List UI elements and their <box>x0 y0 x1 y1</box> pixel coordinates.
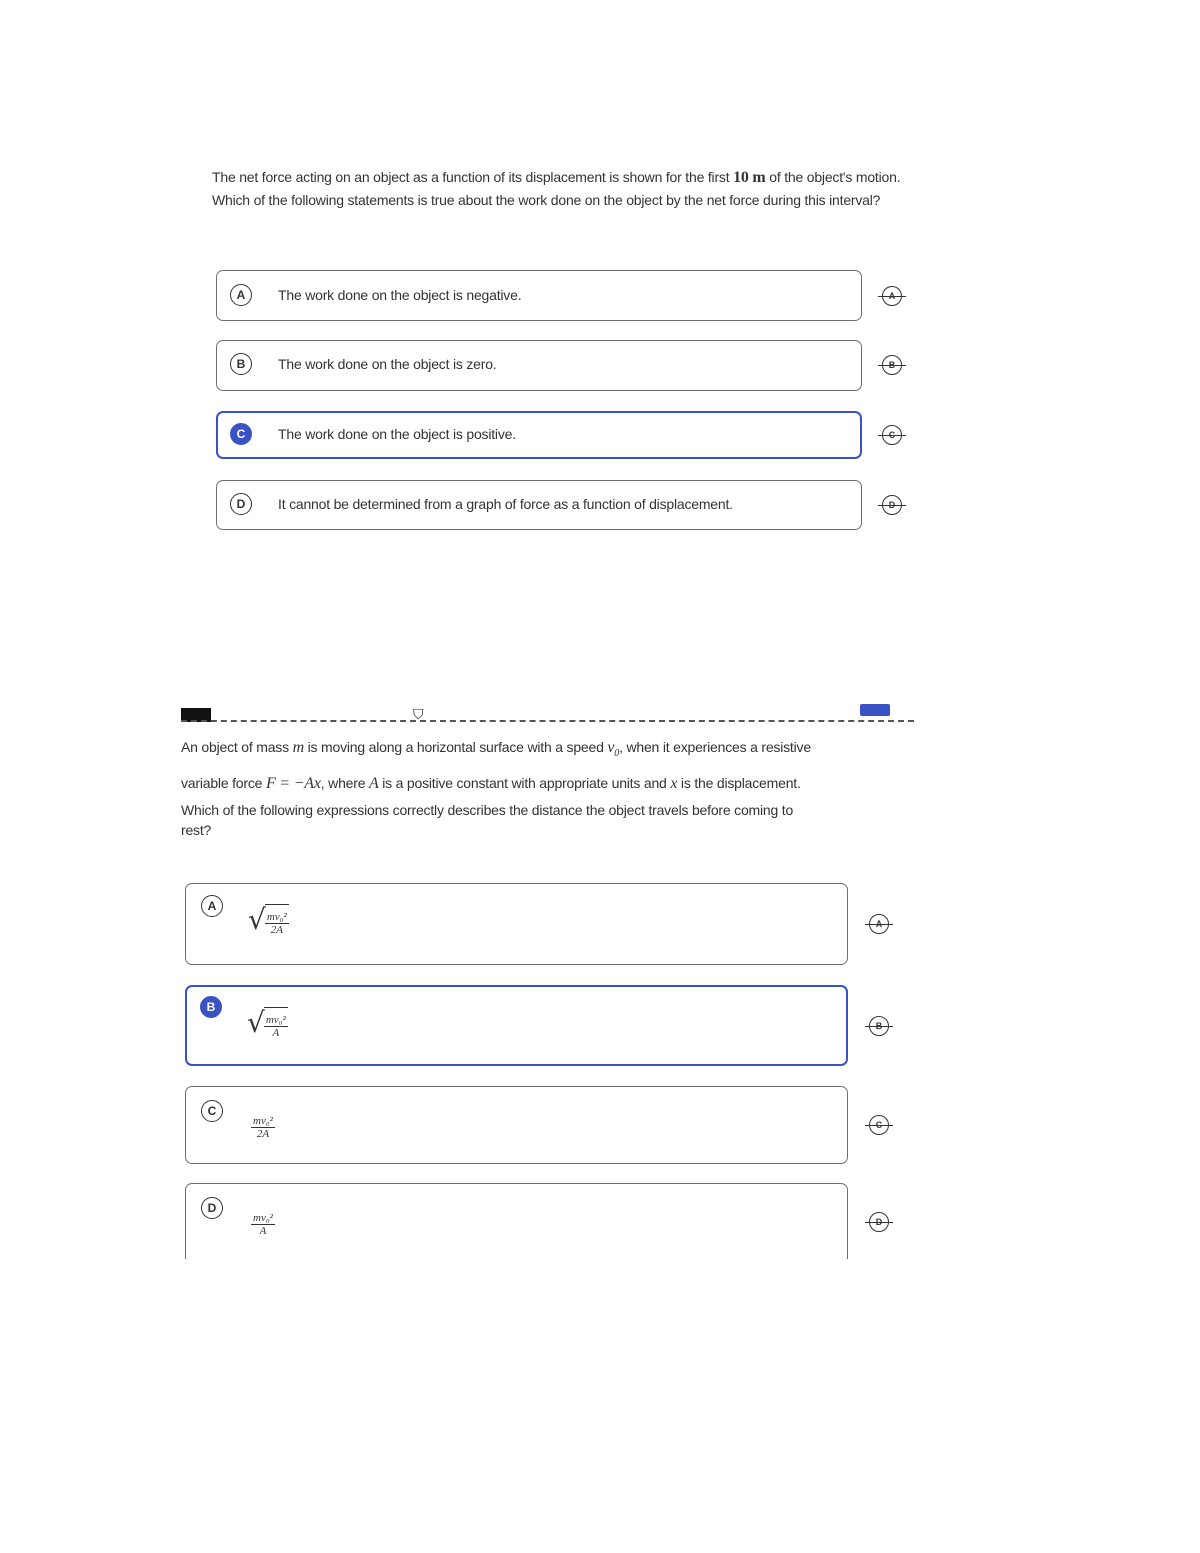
question-2-line-2 <box>181 775 916 793</box>
q1-option-c[interactable] <box>216 411 862 459</box>
prompt-text: variable force <box>181 775 266 791</box>
prompt-text: is a positive constant with appropriate units and <box>378 775 671 791</box>
option-text: The work done on the object is negative. <box>278 287 522 303</box>
eliminate-c-icon[interactable]: C <box>869 1115 889 1135</box>
q1-option-b[interactable] <box>216 340 862 391</box>
option-letter-a: A <box>201 895 223 917</box>
math-constant: A <box>368 775 379 792</box>
option-letter-b: B <box>230 353 252 375</box>
fraction-denominator: 2A <box>270 924 283 936</box>
prompt-text: , where <box>320 775 369 791</box>
question-1-prompt <box>212 166 912 211</box>
prompt-unit: m <box>752 169 766 186</box>
math-force: F = −Ax <box>265 775 321 792</box>
prompt-text: An object of mass <box>181 739 293 755</box>
option-expression <box>251 1111 275 1140</box>
option-letter-d: D <box>230 493 252 515</box>
math-mass: m <box>292 739 304 756</box>
question-2-line-4: rest? <box>181 822 212 838</box>
q2-option-c[interactable] <box>185 1086 848 1164</box>
eliminate-b-icon[interactable]: B <box>882 355 902 375</box>
eliminate-c-icon[interactable]: C <box>882 425 902 445</box>
fraction-numerator: mv₀² <box>266 911 287 923</box>
fraction-denominator: A <box>259 1225 267 1237</box>
fraction-numerator: mv₀² <box>253 1115 273 1127</box>
q1-option-a[interactable] <box>216 270 862 321</box>
option-expression <box>251 1208 275 1237</box>
prompt-value: 10 <box>733 169 749 186</box>
prompt-text: is moving along a horizontal surface with a speed <box>303 739 608 755</box>
option-expression <box>248 904 289 936</box>
sqrt-symbol: √ $\frac{\text{mv₀²}}{2A}$ <box>248 903 287 936</box>
option-letter-b: B <box>200 996 222 1018</box>
q2-option-b[interactable] <box>185 985 848 1066</box>
option-letter-a: A <box>230 284 252 306</box>
eliminate-d-icon[interactable]: D <box>869 1212 889 1232</box>
fraction-denominator: A <box>272 1027 280 1039</box>
prompt-text: is the displacement. <box>677 775 801 791</box>
option-expression <box>247 1007 288 1039</box>
option-letter-c: C <box>230 423 252 445</box>
math-subscript: 0 <box>614 747 620 759</box>
sqrt-symbol: √ $\frac{\text{mv₀²}}{A}$ <box>247 1006 286 1039</box>
q2-option-d[interactable] <box>185 1183 848 1259</box>
eliminate-a-icon[interactable]: A <box>882 286 902 306</box>
header-divider <box>181 720 914 722</box>
q1-option-d[interactable] <box>216 480 862 530</box>
option-letter-d: D <box>201 1197 223 1219</box>
abc-toggle-button[interactable] <box>860 704 890 716</box>
eliminate-a-icon[interactable]: A <box>869 914 889 934</box>
prompt-text: The net force acting on an object as a function of its displacement is shown for the first <box>212 169 734 185</box>
fraction-denominator: 2A <box>256 1128 270 1140</box>
math-speed: v <box>607 739 615 756</box>
eliminate-d-icon[interactable]: D <box>882 495 902 515</box>
q2-option-a[interactable] <box>185 883 848 965</box>
option-text: It cannot be determined from a graph of force as a function of displacement. <box>278 496 733 512</box>
question-2-line-3: Which of the following expressions correctly describes the distance the object travels before coming to <box>181 802 794 818</box>
option-text: The work done on the object is zero. <box>278 356 497 372</box>
option-letter-c: C <box>201 1100 223 1122</box>
eliminate-b-icon[interactable]: B <box>869 1016 889 1036</box>
question-2-line-1 <box>181 739 916 759</box>
prompt-text: , when it experiences a resistive <box>619 739 811 755</box>
bookmark-icon[interactable]: ⛉ <box>413 706 424 722</box>
prompt-text: of the object's motion. Which of the following statements is true about the work done on the object by the net force during this interval? <box>212 169 901 208</box>
question-2-header <box>181 704 914 722</box>
option-text: The work done on the object is positive. <box>278 426 516 442</box>
fraction-numerator: mv₀² <box>253 1212 273 1224</box>
fraction-numerator: mv₀² <box>265 1014 286 1026</box>
math-displacement: x <box>670 775 678 792</box>
